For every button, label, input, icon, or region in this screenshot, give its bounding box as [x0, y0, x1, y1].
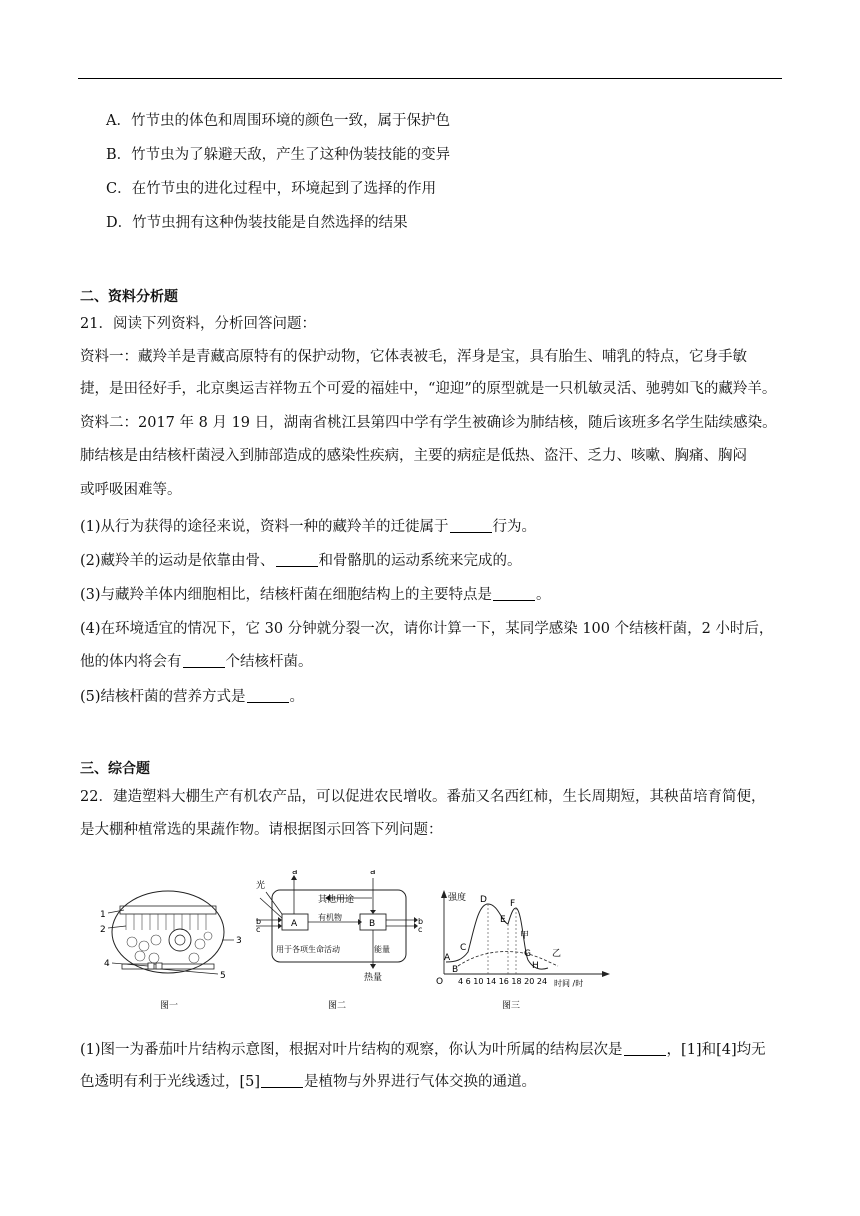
fig3-origin: O	[436, 977, 444, 987]
fig2-box-a: A	[291, 919, 298, 929]
part1-line1	[80, 1040, 766, 1060]
fig2-other-use: 其他用途	[318, 895, 355, 905]
question-5-tail: 。	[289, 689, 305, 705]
fig3-point-h: H	[532, 961, 539, 971]
option-c: C．在竹节虫的进化过程中，环境起到了选择的作用	[106, 181, 437, 197]
answer-blank-3[interactable]	[493, 586, 535, 601]
fig1-label-1: 1	[100, 910, 106, 920]
fig2-light: 光	[256, 881, 266, 891]
q22-line2: 是大棚种植常选的果蔬作物。请根据图示回答下列问题：	[80, 822, 443, 838]
question-4-line1: (4)在环境适宜的情况下，它 30 分钟就分裂一次，请你计算一下，某同学感染 100 个结核杆菌，2 小时后，	[80, 621, 774, 637]
question-4-line2	[80, 652, 313, 672]
question-1-text: (1)从行为获得的途径来说，资料一种的藏羚羊的迁徙属于	[80, 519, 449, 535]
fig3-series-jia: 甲	[520, 931, 530, 941]
question-4-text: 他的体内将会有	[80, 654, 182, 670]
fig3-xlabel: 时间 /时	[554, 979, 584, 988]
option-b: B．竹节虫为了躲避天敌，产生了这种伪装技能的变异	[106, 147, 451, 163]
material2-line3: 或呼吸困难等。	[80, 482, 182, 498]
header-rule	[78, 78, 782, 79]
fig1-label-3: 3	[236, 936, 242, 946]
fig2-b-right: b	[418, 917, 424, 926]
answer-blank-2[interactable]	[276, 552, 318, 567]
answer-blank-6[interactable]	[624, 1041, 666, 1056]
fig3-point-e: E	[500, 915, 506, 925]
figures-row	[96, 870, 616, 1020]
material2-line1: 资料二：2017 年 8 月 19 日，湖南省桃江县第四中学有学生被确诊为肺结核，随后该班多名学生陆续感染。	[80, 415, 777, 431]
material1-line1: 资料一：藏羚羊是青藏高原特有的保护动物，它体表被毛，浑身是宝，具有胎生、哺乳的特点，它身手敏	[80, 349, 747, 365]
fig1-label-2: 2	[100, 925, 106, 935]
part1-line2-text: 色透明有利于光线透过，[5]	[80, 1074, 261, 1090]
figure-3-curves	[436, 890, 610, 1011]
figure-1-leaf-section	[100, 891, 242, 1011]
material2-line2: 肺结核是由结核杆菌浸入到肺部造成的感染性疾病，主要的病症是低热、盗汗、乏力、咳嗽、胸痛、胸闷	[80, 448, 747, 464]
question-4-tail: 个结核杆菌。	[225, 654, 313, 670]
question-5-text: (5)结核杆菌的营养方式是	[80, 689, 246, 705]
fig2-c-left: c	[256, 925, 261, 934]
question-1	[80, 517, 536, 537]
question-2-tail: 和骨骼肌的运动系统来完成的。	[318, 553, 522, 569]
answer-blank-4[interactable]	[183, 653, 225, 668]
fig2-a-top-right: a	[370, 870, 376, 877]
question-5	[80, 687, 304, 707]
q21-intro: 21．阅读下列资料，分析回答问题：	[80, 316, 316, 332]
answer-blank-1[interactable]	[450, 518, 492, 533]
fig3-caption: 图三	[502, 1001, 521, 1011]
question-3-tail: 。	[536, 587, 551, 603]
answer-blank-5[interactable]	[247, 688, 289, 703]
question-1-tail: 行为。	[492, 519, 537, 535]
material1-line2: 捷，是田径好手，北京奥运吉祥物五个可爱的福娃中，“迎迎”的原型就是一只机敏灵活、驰骋如飞的藏羚羊。	[80, 381, 777, 397]
fig2-heat: 热量	[364, 973, 383, 983]
part1-line2	[80, 1072, 536, 1092]
figure-2-flow-diagram	[256, 870, 423, 1011]
fig3-point-a: A	[444, 953, 451, 963]
fig3-point-d: D	[480, 895, 487, 905]
q22-line1: 22．建造塑料大棚生产有机农产品，可以促进农民增收。番茄又名西红柿，生长周期短，其秧苗培育简便，	[80, 789, 766, 805]
part1-text: (1)图一为番茄叶片结构示意图，根据对叶片结构的观察，你认为叶所属的结构层次是	[80, 1042, 623, 1058]
question-2-text: (2)藏羚羊的运动是依靠由骨、	[80, 553, 275, 569]
question-3	[80, 585, 551, 605]
fig3-point-f: F	[510, 899, 516, 909]
fig1-label-5: 5	[220, 971, 226, 981]
fig1-caption: 图一	[160, 1001, 179, 1011]
option-d: D．竹节虫拥有这种伪装技能是自然选择的结果	[106, 215, 408, 231]
fig3-point-g: G	[524, 949, 531, 959]
fig2-b-left: b	[256, 917, 262, 926]
fig2-caption: 图二	[328, 1001, 347, 1011]
part1-tail: ，[1]和[4]均无	[666, 1042, 766, 1058]
fig2-a-top-left: a	[292, 870, 298, 877]
option-a: A．竹节虫的体色和周围环境的颜色一致，属于保护色	[106, 113, 450, 129]
fig1-label-4: 4	[104, 959, 110, 969]
question-3-text: (3)与藏羚羊体内细胞相比，结核杆菌在细胞结构上的主要特点是	[80, 587, 493, 603]
fig3-point-b: B	[452, 965, 459, 975]
fig2-c-right: c	[418, 925, 423, 934]
fig3-ylabel: 强度	[448, 893, 467, 903]
section3-heading: 三、综合题	[80, 761, 150, 777]
fig3-series-yi: 乙	[552, 949, 562, 959]
fig2-box-b: B	[369, 919, 376, 929]
question-2	[80, 551, 522, 571]
fig2-life-activities: 用于各项生命活动	[276, 945, 340, 954]
fig2-energy: 能量	[374, 945, 390, 954]
fig3-ticks: 4 6 10 14 16 18 20 24	[458, 977, 548, 986]
answer-blank-7[interactable]	[261, 1073, 303, 1088]
section2-heading: 二、资料分析题	[80, 289, 178, 305]
fig3-point-c: C	[460, 943, 467, 953]
fig2-organic: 有机物	[318, 913, 342, 922]
part1-line2-tail: 是植物与外界进行气体交换的通道。	[304, 1074, 537, 1090]
